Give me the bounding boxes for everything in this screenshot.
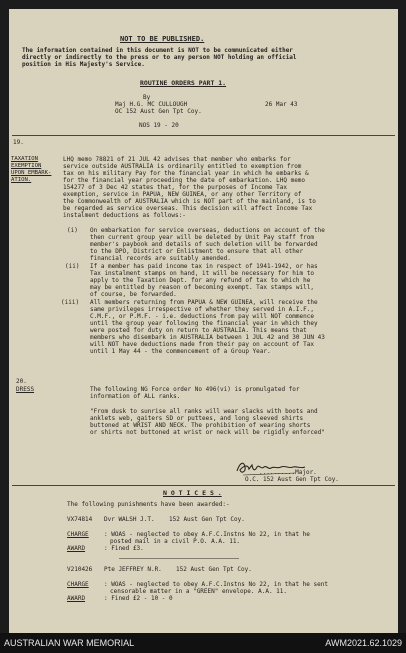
case-name: Pte JEFFREY N.R. xyxy=(104,566,162,573)
case-service-number: V210426 xyxy=(67,566,93,573)
order-19-side-heading: TAXATION xyxy=(11,156,38,162)
item-number: (i) xyxy=(67,227,78,234)
charge-line: : WOAS - neglected to obey A.F.C.Instns No 22, in that he sent xyxy=(104,581,328,588)
order-19-line: be regarded as service overseas. This decision will affect Income Tax xyxy=(63,205,313,212)
footer-accession-number: AWM2021.62.1029 xyxy=(325,638,402,648)
order-20-line: information of ALL ranks. xyxy=(90,393,181,400)
item-line: until the group year following the financial year in which they xyxy=(90,320,318,327)
order-numbers: NOS 19 - 20 xyxy=(139,122,179,129)
item-number: (iii) xyxy=(61,299,80,306)
routine-orders-title: ROUTINE ORDERS PART 1. xyxy=(140,79,227,87)
order-20-quote-line: "From dusk to sunrise all ranks will wear slacks with boots and xyxy=(90,408,318,415)
case-name: Dvr WALSH J.T. xyxy=(104,516,155,523)
not-published-heading: NOT TO BE PUBLISHED. xyxy=(120,35,205,43)
order-19-side-heading: ATION. xyxy=(11,177,32,183)
item-line: then current group year will be deleted by Unit Pay staff from xyxy=(90,234,314,241)
item-line: C.M.F., or P.M.F. - i.e. deductions from pay will NOT commence xyxy=(90,313,314,320)
archive-footer xyxy=(0,633,406,653)
award-label: AWARD xyxy=(67,595,86,602)
footer-institution: AUSTRALIAN WAR MEMORIAL xyxy=(4,638,135,648)
item-line: Tax instalment stamps on hand, it will be necessary for him to xyxy=(90,270,314,277)
signature-title: O.C. 152 Aust Gen Tpt Coy. xyxy=(245,476,339,483)
order-20-quote-line: buttoned at WRIST AND NECK. The prohibition of wearing shorts xyxy=(90,422,311,429)
signature-rank: ..........Major. xyxy=(259,469,317,476)
order-19-side-heading: EXEMPTION xyxy=(11,163,42,169)
item-line: On embarkation for service overseas, deductions on account of the xyxy=(90,227,325,234)
item-line: If a member has paid income tax in respect of 1941-1942, or has xyxy=(90,263,318,270)
divider xyxy=(12,135,395,136)
charge-line: : WOAS - neglected to obey A.F.C.Instns No 22, in that he xyxy=(104,531,310,538)
order-19-line: exemption, service in PAPUA, NEW GUINEA, or any other Territory of xyxy=(63,191,302,198)
unit-name: OC 152 Aust Gen Tpt Coy. xyxy=(115,108,202,115)
order-20-line: The following NG Force order No 496(vi) is promulgated for xyxy=(90,386,300,393)
charge-label: CHARGE xyxy=(67,581,89,588)
order-19-line: the Commonwealth of AUSTRALIA which is NOT part of the mainland, is to xyxy=(63,198,316,205)
item-line: may be entitled by reason of becoming exempt. Tax stamps will, xyxy=(90,284,314,291)
order-19-number: 19. xyxy=(13,139,24,146)
award-value: : Fined £3. xyxy=(104,545,144,552)
notice-line: position in His Majesty's Service. xyxy=(22,61,145,68)
order-20-number: 20. xyxy=(16,378,27,385)
award-value: : Fined £2 - 10 - 0 xyxy=(104,595,173,602)
order-19-line: 154277 of 3 Dec 42 states that, for the purposes of Income Tax xyxy=(63,184,287,191)
item-line: financial records are suitably amended. xyxy=(90,255,231,262)
item-line: apply to the Taxation Dept. for any refund of tax to which he xyxy=(90,277,311,284)
order-20-quote-line: anklets web, gaiters SD or puttees, and long sleeved shirts xyxy=(90,415,304,422)
item-line: members who disembark in AUSTRALIA between 1 JUL 42 and 30 JUN 43 xyxy=(90,334,325,341)
notices-title: N O T I C E S . xyxy=(163,489,222,497)
item-line: until 1 May 44 - the commencement of a Group Year. xyxy=(90,348,271,355)
notices-intro: The following punishments have been awarded:- xyxy=(67,501,230,508)
item-line: of course, be forwarded. xyxy=(90,291,177,298)
order-19-line: tax on his military Pay for the financial year in which he embarks & xyxy=(63,170,309,177)
item-line: same privileges irrespective of whether they served in A.I.F., xyxy=(90,306,314,313)
item-line: to the DPO, District or Enlistment to ensure that all other xyxy=(90,248,304,255)
order-20-quote-line: or shirts not buttoned at wrist or neck will be rigidly enforced" xyxy=(90,429,325,436)
divider xyxy=(12,485,395,486)
order-19-line: LHQ memo 78821 of 21 JUL 42 advises that member who embarks for xyxy=(63,156,291,163)
order-date: 26 Mar 43 xyxy=(265,101,298,108)
charge-line: censorable matter in a "GREEN" envelope. A.A. 11. xyxy=(110,588,288,595)
order-20-side-heading: DRESS xyxy=(16,386,35,393)
by-label: By xyxy=(143,94,151,101)
order-19-line: instalment deductions as follows:- xyxy=(63,212,186,219)
item-line: will NOT have deductions made from their pay on account of Tax xyxy=(90,341,314,348)
case-unit: 152 Aust Gen Tpt Coy. xyxy=(169,516,245,523)
notice-line: directly or indirectly to the press or to any person NOT holding an official xyxy=(22,54,297,61)
item-line: All members returning from PAPUA & NEW GUINEA, will receive the xyxy=(90,299,318,306)
case-separator xyxy=(119,558,239,559)
notice-line: The information contained in this document is NOT to be communicated either xyxy=(22,47,293,54)
item-line: were posted for duty on return to AUSTRALIA. This means that xyxy=(90,327,307,334)
author: Maj H.G. MC CULLOUGH xyxy=(115,101,188,108)
item-line: member's paybook and details of such deletion will be forwarded xyxy=(90,241,318,248)
order-19-line: for the financial year proceeding the date of embarkation. LHQ memo xyxy=(63,177,306,184)
case-unit: 152 Aust Gen Tpt Coy. xyxy=(176,566,252,573)
order-19-side-heading: UPON EMBARK- xyxy=(11,170,52,176)
case-service-number: VX74814 xyxy=(67,516,93,523)
award-label: AWARD xyxy=(67,545,86,552)
item-number: (ii) xyxy=(65,263,80,270)
order-19-line: service outside AUSTRALIA is ordinarily entitled to exemption from xyxy=(63,163,302,170)
document-page xyxy=(9,9,398,633)
charge-line: posted mail in a civil P.O. A.A. 11. xyxy=(110,538,241,545)
charge-label: CHARGE xyxy=(67,531,89,538)
